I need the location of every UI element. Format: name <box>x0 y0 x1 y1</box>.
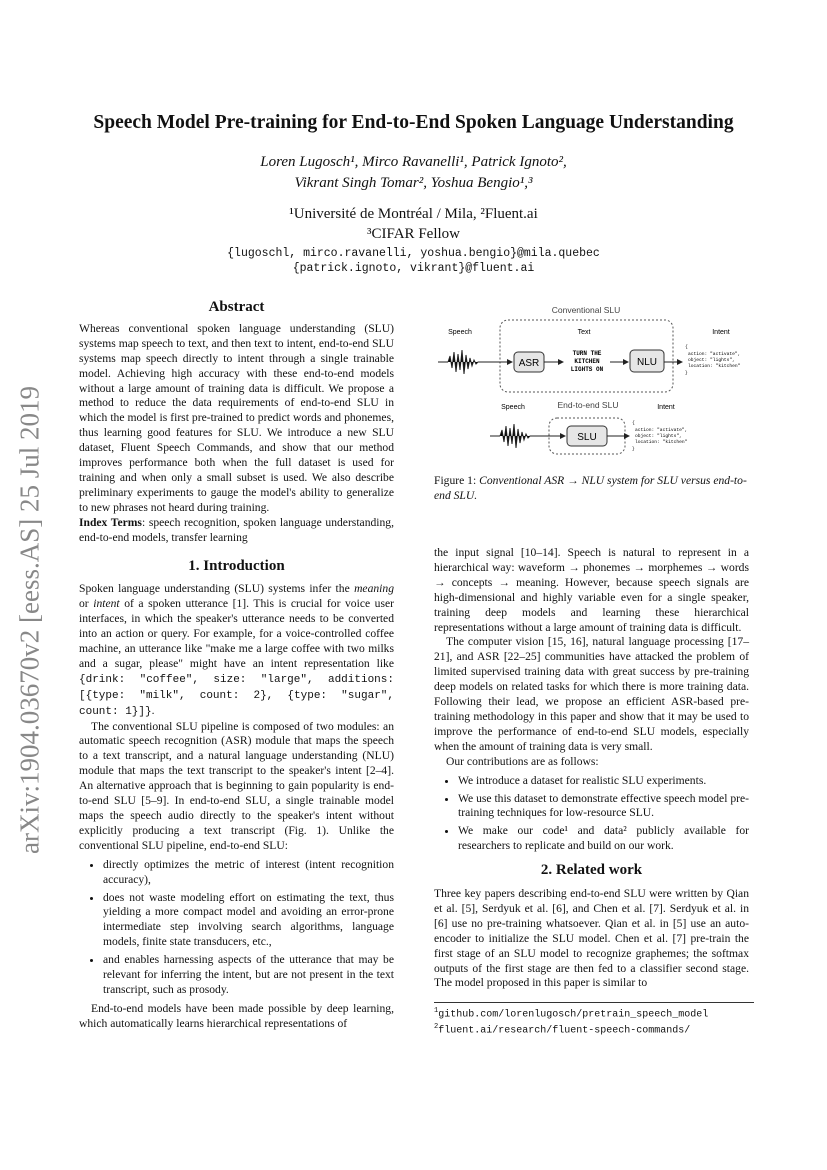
intro-paragraph-1: Spoken language understanding (SLU) systems infer the meaning or intent of a spoken utterance [1]. This is crucial for voice user interfaces, in which the speaker's utterance needs to be converted into an action or query. For example, for a voice-controlled coffee machine, an utterance like "make me a large coffee with two milks and a sugar, please" might have an intent representation like {drink: "coffee", size: "large", additions: [{type: "milk", count: 2}, {type: "sugar", count: 1}]}. <box>79 582 395 718</box>
svg-text:}: } <box>685 371 688 376</box>
svg-text:action: "activate",: action: "activate", <box>635 428 688 433</box>
affiliation-line-2: ³CIFAR Fellow <box>367 226 460 242</box>
text-label: Text <box>577 329 591 336</box>
speech-label: Speech <box>448 329 472 336</box>
intent-output-e2e <box>632 420 688 452</box>
right-paragraph-1: the input signal [10–14]. Speech is natural to represent in a hierarchical way: waveform → phonemes → morphemes → words → concepts → meaning. However, because speech signals are high-dimensional and highly variable even for a single speaker, training deep models and learning these hierarchical representations without a large amount of training data is difficult. <box>434 546 749 634</box>
figure-1 <box>418 300 763 470</box>
abstract-heading: Abstract <box>208 299 265 315</box>
intro-paragraph-3: End-to-end models have been made possible by deep learning, which automatically learns hierarchical representations of <box>79 1001 394 1030</box>
abstract-text: Whereas conventional spoken language understanding (SLU) systems map speech to text, and then text to intent, end-to-end SLU systems map speech directly to intent through a single trainable model. Achieving high accuracy with these end-to-end models without a large amount of training data is difficult. We propose a method to reduce the data requirements of end-to-end SLU in which the model is first pre-trained to predict words and phonemes, thus learning good features for SLU. We introduce a new SLU dataset, Fluent Speech Commands, and show that our method improves performance both when the full dataset is used for training and when only a small subset is used. We also describe preliminary experiments to gauge the model's ability to generalize to new phrases not heard during training. <box>79 321 394 514</box>
svg-text:object: "lights",: object: "lights", <box>688 358 735 363</box>
contributions-list <box>434 774 749 855</box>
intent-label-e2e: Intent <box>657 404 675 411</box>
list-item: • directly optimizes the metric of interest (intent recognition accuracy), <box>103 858 394 888</box>
index-terms <box>79 516 394 546</box>
asr-label: ASR <box>518 358 540 369</box>
related-work-heading: 2. Related work <box>540 862 643 879</box>
right-paragraph-3: Our contributions are as follows: <box>446 754 599 768</box>
index-terms-label: Index Terms <box>79 515 142 529</box>
intent-output <box>685 344 741 376</box>
affiliations <box>0 204 827 244</box>
waveform-icon <box>490 424 534 448</box>
related-work-paragraph: Three key papers describing end-to-end SLU were written by Qian et al. [5], Serdyuk et al. [6], and Chen et al. [7]. Serdyuk et al. in [6] use no pre-training whatsoever. Qian et al. in [5] use an auto-encoder to initialize the SLU model. Chen et al. [7] pre-train the first stage of an SLU model to recognize graphemes; the softmax outputs of the first stage are then fed to a classifier second stage. The model proposed in this paper is similar to <box>434 887 749 990</box>
footnote-1: $^1$github.com/lorenlugosch/pretrain_speech_model <box>434 1007 709 1021</box>
figure-1-caption <box>434 474 749 504</box>
left-column <box>79 300 394 1032</box>
authors-line-1: Loren Lugosch¹, Mirco Ravanelli¹, Patrick Ignoto², <box>260 154 567 170</box>
arxiv-sidebar <box>6 360 54 880</box>
arxiv-identifier: arXiv:1904.03670v2 [eess.AS] 25 Jul 2019 <box>14 386 45 854</box>
right-paragraph-2: The computer vision [15, 16], natural language processing [17–21], and ASR [22–25] communities have attacked the problem of limited supervised training data with great success by pre-training deep models on related tasks for which there is more training data. Following their lead, we propose an efficient ASR-based pre-training methodology in this paper and show that it may be used to improve the performance of end-to-end SLU models, especially when the amount of training data is very small. <box>434 635 749 753</box>
list-item: • We use this dataset to demonstrate effective speech model pre-training techniques for low-resource SLU. <box>458 792 749 822</box>
email-line-1: {lugoschl, mirco.ravanelli, yoshua.bengio}@mila.quebec <box>227 247 600 260</box>
footnotes <box>434 1002 754 1038</box>
intent-code-example: {drink: "coffee", size: "large", additions: [{type: "milk", count: 2}, {type: "sugar", count: 1}]} <box>79 673 394 718</box>
intro-paragraph-2: The conventional SLU pipeline is composed of two modules: an automatic speech recognition (ASR) module that maps the speech to a text transcript, and a natural language understanding (NLU) module that maps the text transcript to the speaker's intent [2–4]. An alternative approach that is beginning to gain popularity is end-to-end SLU [5–9]. In end-to-end SLU, a single trainable model maps the speech audio directly to the speaker's intent without explicitly producing a text transcript (Fig. 1). Unlike the conventional SLU pipeline, end-to-end SLU: <box>79 719 394 852</box>
index-terms-text: : speech recognition, spoken language understanding, end-to-end models, transfer learning <box>79 515 394 544</box>
conventional-slu-label: Conventional SLU <box>551 305 621 315</box>
right-column <box>434 546 749 991</box>
intro-heading: 1. Introduction <box>188 557 285 574</box>
transcript-line: LIGHTS ON <box>570 366 604 373</box>
waveform-icon <box>438 350 482 374</box>
speech-label-e2e: Speech <box>501 404 525 411</box>
svg-text:{: { <box>685 345 688 350</box>
slu-diagram <box>418 300 763 470</box>
nlu-label: NLU <box>636 357 658 368</box>
caption-prefix: Figure 1: <box>434 474 480 487</box>
e2e-slu-label: End-to-end SLU <box>557 400 619 410</box>
svg-text:location: "kitchen": location: "kitchen" <box>688 364 741 369</box>
svg-text:action: "activate",: action: "activate", <box>688 352 741 357</box>
list-item: • and enables harnessing aspects of the utterance that may be relevant for inferring the intent, but are not present in the text transcript, such as prosody. <box>103 953 394 998</box>
svg-text:location: "kitchen": location: "kitchen" <box>635 440 688 445</box>
author-emails <box>0 246 827 276</box>
email-line-2: {patrick.ignoto, vikrant}@fluent.ai <box>292 262 535 275</box>
list-item: • We make our code¹ and data² publicly available for researchers to replicate and build on our work. <box>458 824 749 854</box>
svg-text:{: { <box>632 421 635 426</box>
caption-text: Conventional ASR → NLU system for SLU versus end-to-end SLU. <box>434 474 747 502</box>
svg-text:object: "lights",: object: "lights", <box>635 434 682 439</box>
svg-text:}: } <box>632 447 635 452</box>
slu-label: SLU <box>577 432 597 443</box>
e2e-benefits-list <box>79 858 394 998</box>
transcript-line: TURN THE <box>572 350 602 357</box>
list-item: • We introduce a dataset for realistic SLU experiments. <box>458 774 749 789</box>
transcript-line: KITCHEN <box>574 358 600 365</box>
footnote-2: $^2$fluent.ai/research/fluent-speech-commands/ <box>434 1023 691 1037</box>
authors-line-2: Vikrant Singh Tomar², Yoshua Bengio¹,³ <box>294 175 533 191</box>
intent-label: Intent <box>712 329 730 336</box>
paper-title: Speech Model Pre-training for End-to-End Spoken Language Understanding <box>93 112 734 133</box>
author-list <box>0 152 827 194</box>
list-item: • does not waste modeling effort on estimating the text, thus yielding a more compact model and avoiding an error-prone intermediate step involving search algorithms, language models, finite state transducers, etc., <box>103 891 394 951</box>
affiliation-line-1: ¹Université de Montréal / Mila, ²Fluent.ai <box>289 206 538 222</box>
